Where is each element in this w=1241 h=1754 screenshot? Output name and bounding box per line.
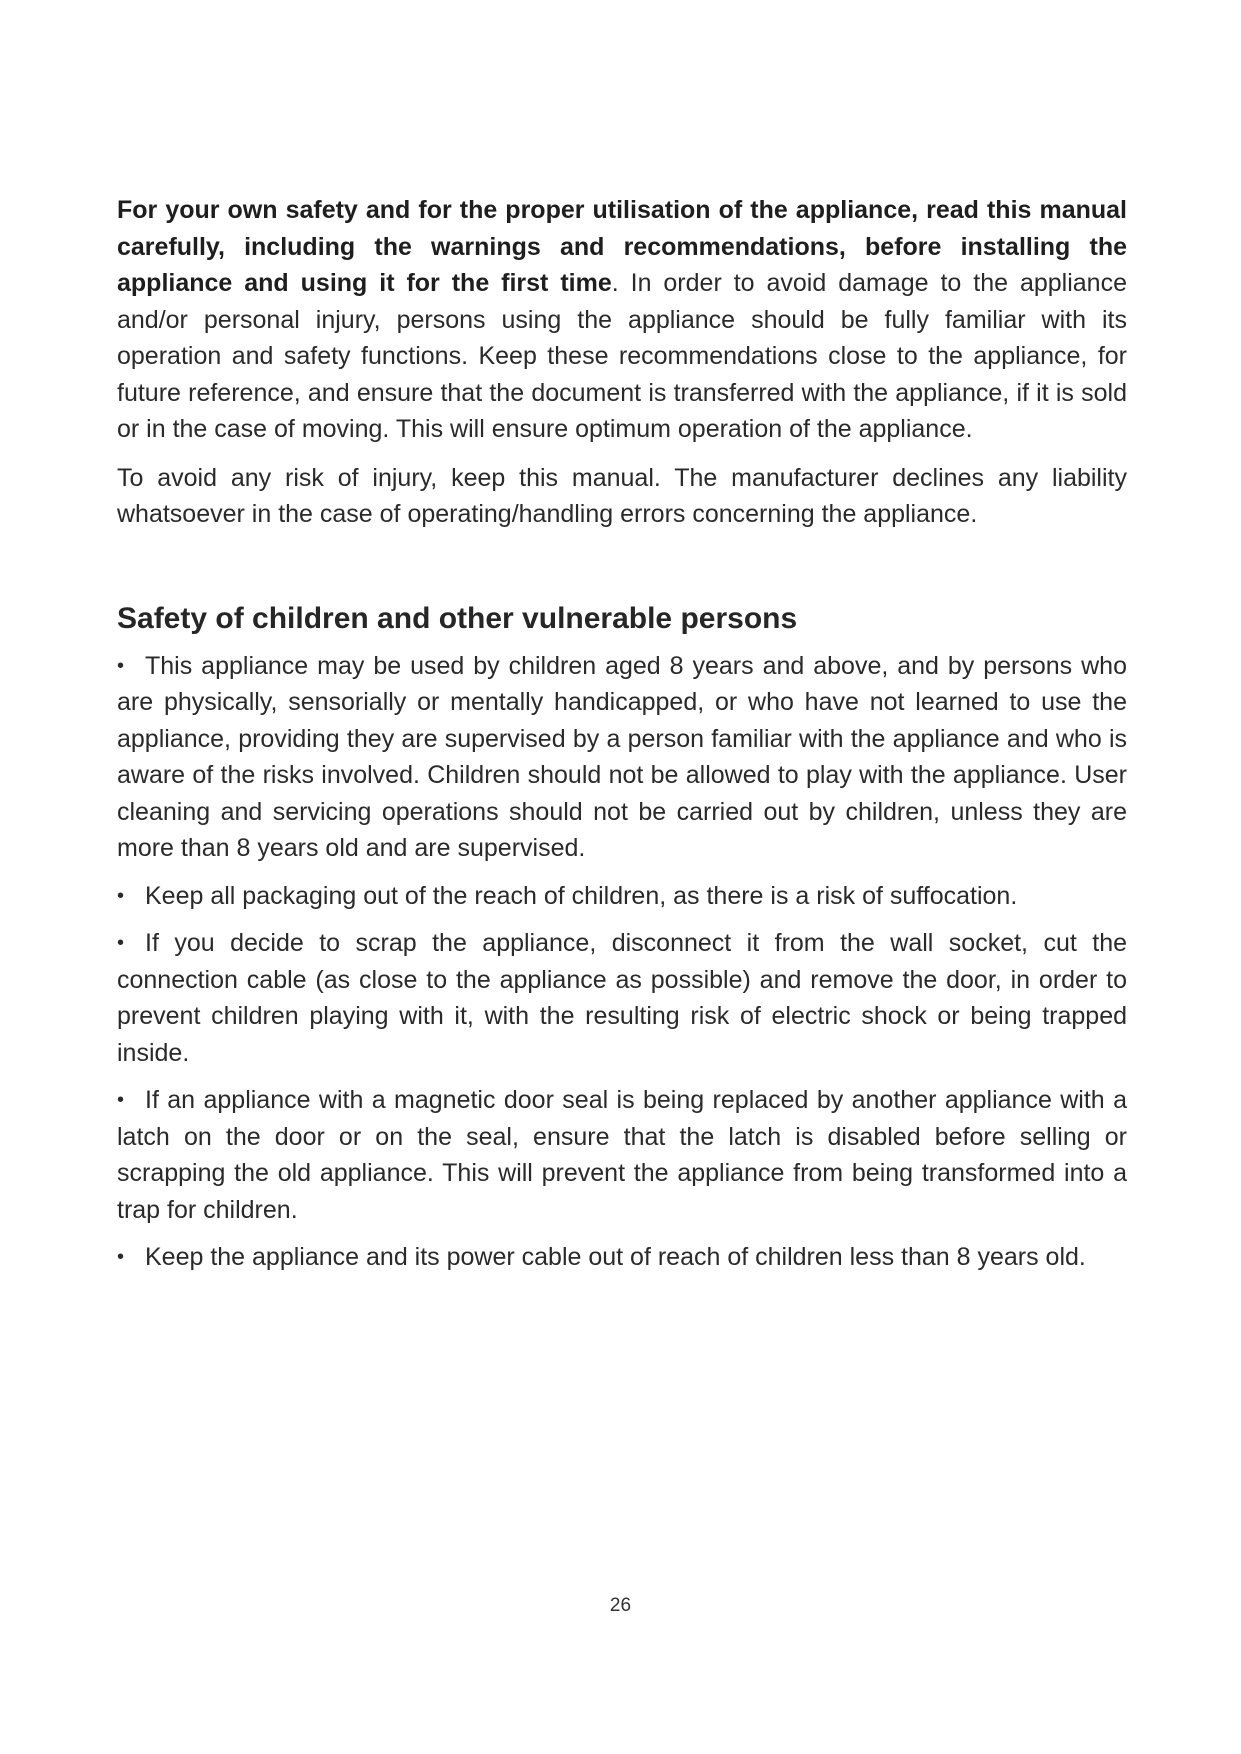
bullet-icon: • [117, 884, 125, 907]
liability-paragraph: To avoid any risk of injury, keep this manual. The manufacturer declines any liability whatsoever in the case of operating/handling errors concerning the appliance. [117, 463, 1127, 528]
bullet-text: If an appliance with a magnetic door seal is being replaced by another appliance with a latch on the door or on the seal, ensure that the latch is disabled before selling or scrapping the old appliance. This will prevent the appliance from being transformed into a trap for children. [117, 1086, 1127, 1224]
bullet-item-5 [117, 1239, 1127, 1276]
bullet-item-2 [117, 878, 1127, 915]
bullet-text: If you decide to scrap the appliance, disconnect it from the wall socket, cut the connection cable (as close to the appliance as possible) and remove the door, in order to prevent children playing with it, with the resulting risk of electric shock or being trapped inside. [117, 929, 1127, 1067]
section-heading: Safety of children and other vulnerable persons [117, 601, 798, 635]
document-page [117, 192, 1127, 1287]
bullet-item-3 [117, 925, 1127, 1071]
intro-bold-text: For your own safety and for the proper utilisation of the appliance, read this manual carefully, including the warnings and recommendations, before installing the appliance and using it for the first time [117, 196, 1127, 297]
bullet-text: Keep all packaging out of the reach of children, as there is a risk of suffocation. [145, 881, 1018, 910]
bullet-item-4 [117, 1082, 1127, 1228]
page-number: 26 [609, 1595, 632, 1616]
intro-regular-text: . In order to avoid damage to the appliance and/or personal injury, persons using the appliance should be fully familiar with its operation and safety functions. Keep these recommendations close to the appliance, for future reference, and ensure that the document is transferred with the appliance, if it is sold or in the case of moving. This will ensure optimum operation of the appliance. [117, 269, 1127, 443]
bullet-text: This appliance may be used by children aged 8 years and above, and by persons who are physically, sensorially or mentally handicapped, or who have not learned to use the appliance, providing they are supervised by a person familiar with the appliance and who is aware of the risks involved. Children should not be allowed to play with the appliance. User cleaning and servicing operations should not be carried out by children, unless they are more than 8 years old and are supervised. [117, 651, 1127, 862]
bullet-item-1 [117, 648, 1127, 867]
bullet-icon: • [117, 1246, 125, 1268]
bullet-list [117, 648, 1127, 1276]
intro-paragraph [117, 192, 1127, 448]
bullet-text: Keep the appliance and its power cable out of reach of children less than 8 years old. [145, 1243, 1086, 1271]
bullet-icon: • [117, 932, 125, 954]
bullet-icon: • [117, 654, 125, 677]
bullet-icon: • [117, 1089, 125, 1111]
